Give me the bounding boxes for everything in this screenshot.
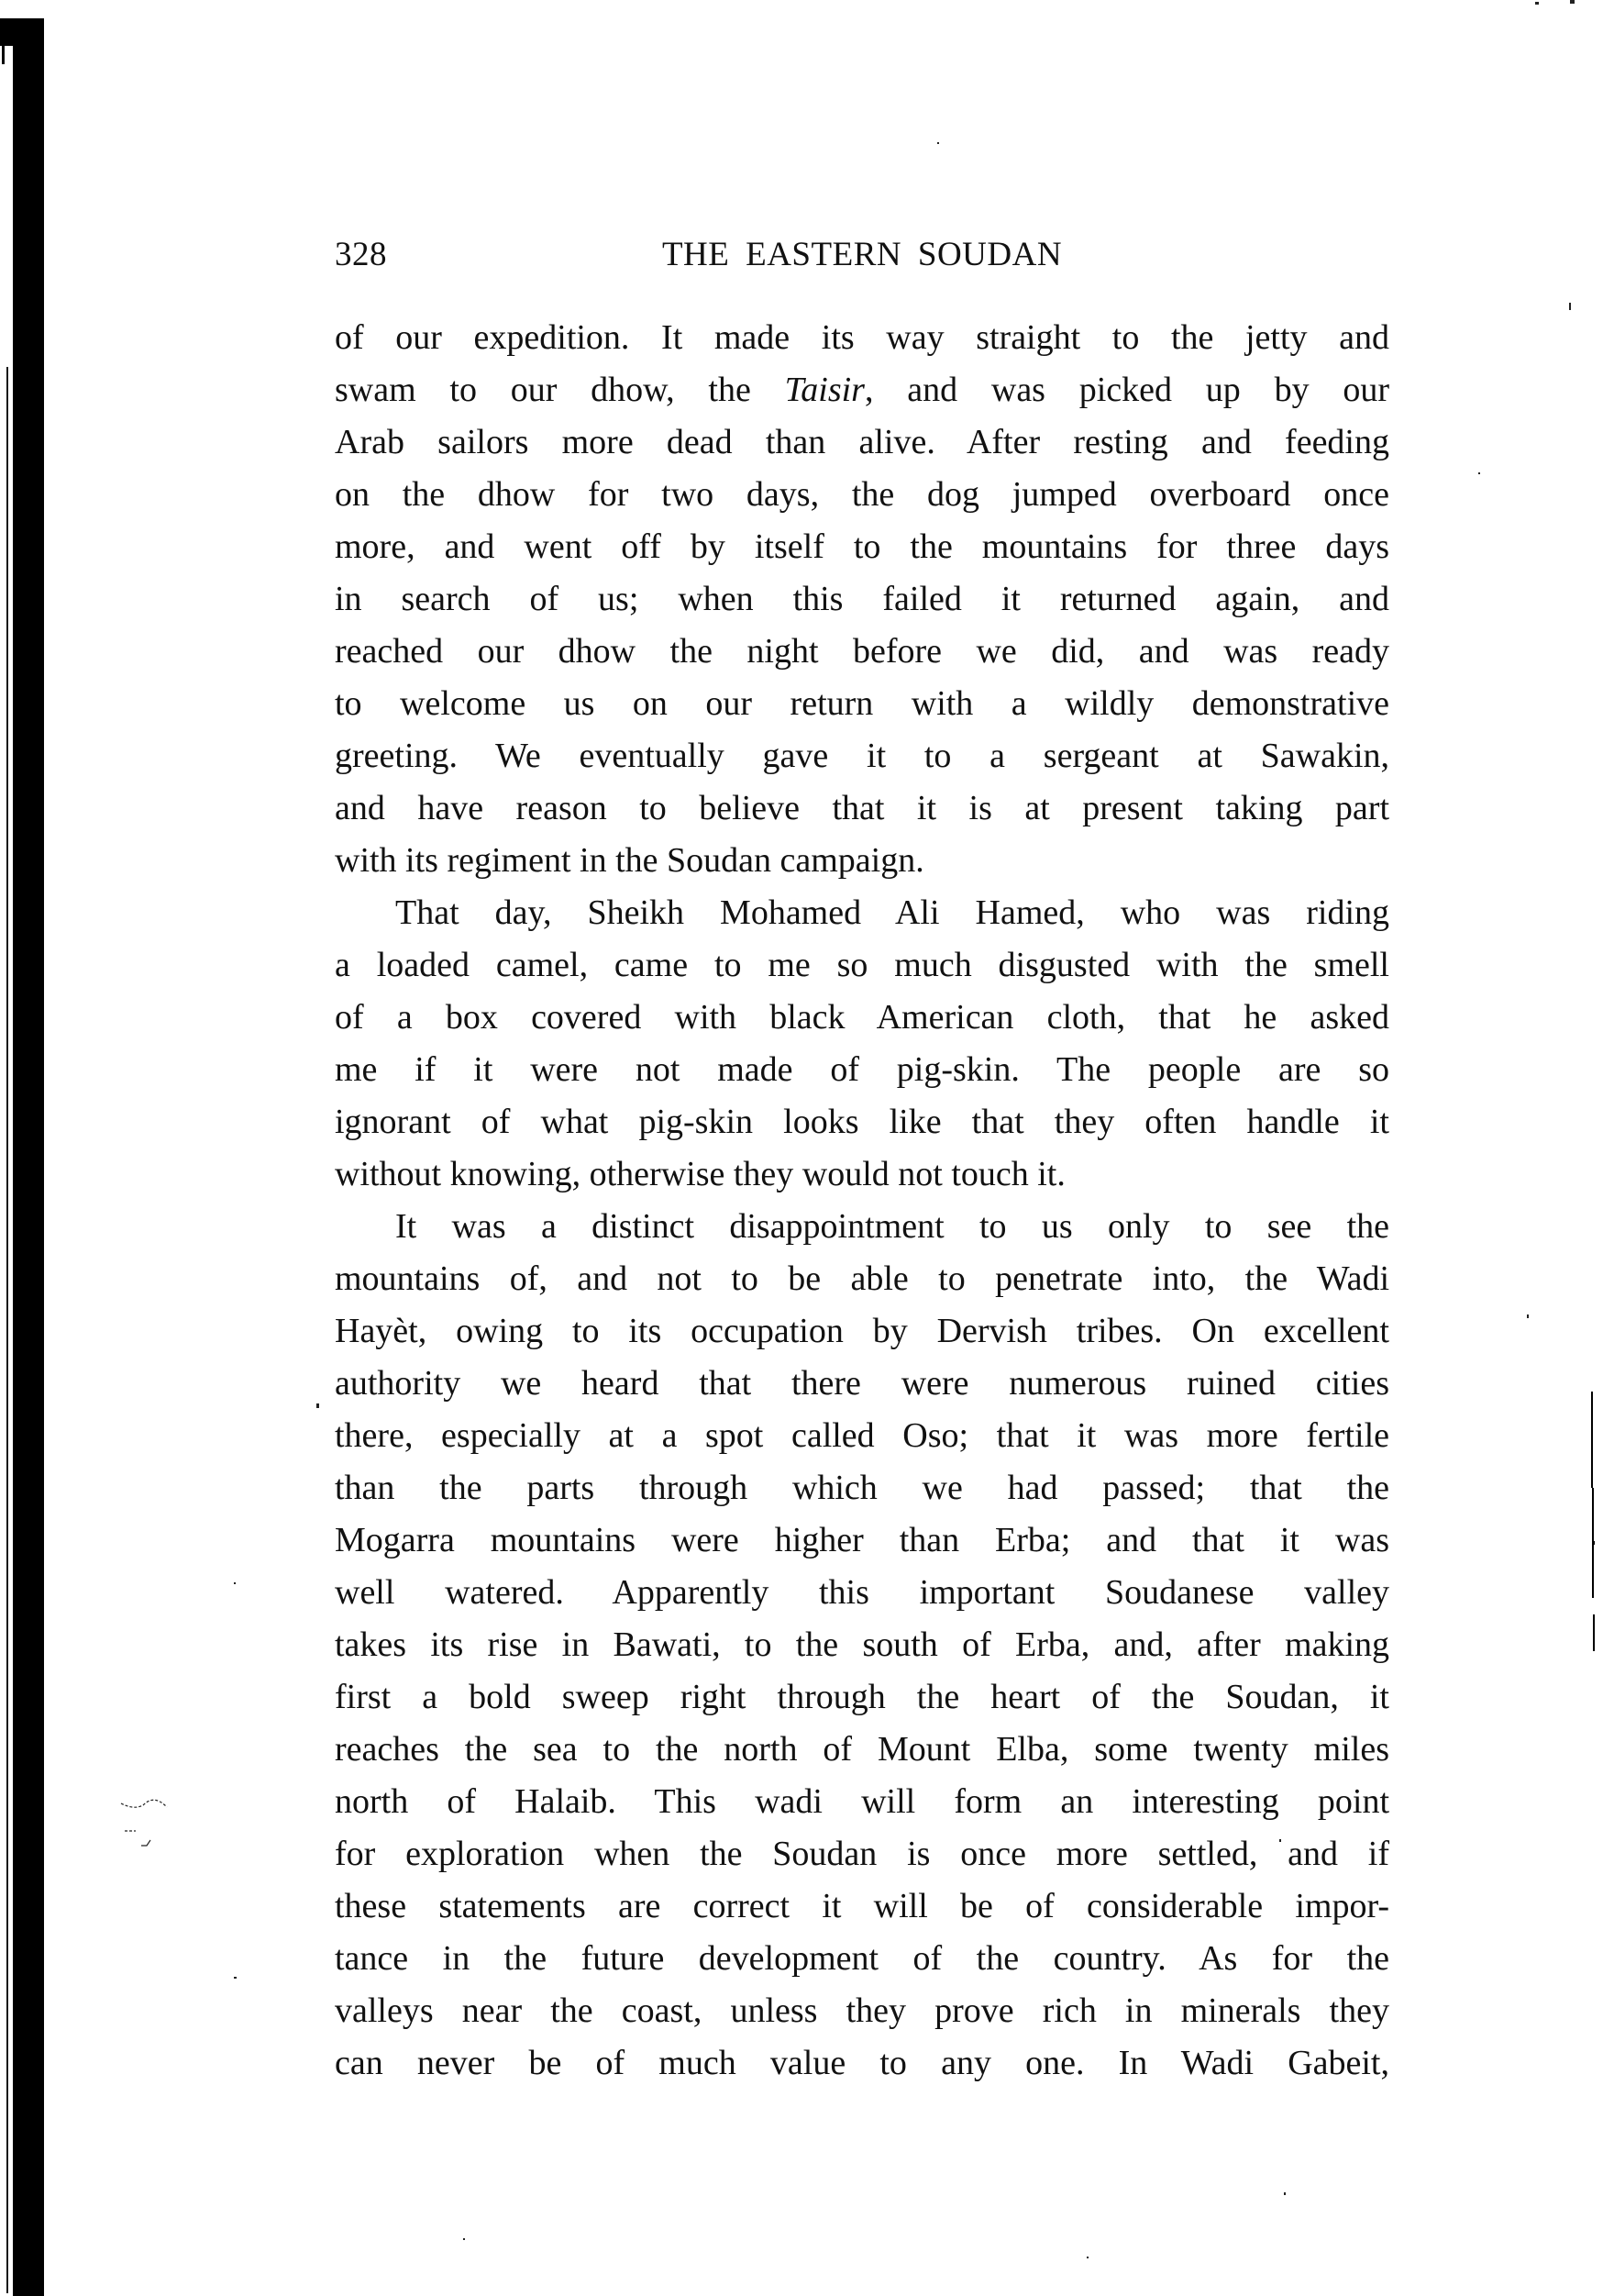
- page-number: 328: [335, 236, 387, 273]
- body-text: [335, 312, 1389, 2090]
- paragraph: [335, 312, 1389, 887]
- text-line: with its regiment in the Soudan campaign.: [335, 841, 924, 880]
- text-line: That day, Sheikh Mohamed Ali Hamed, who was riding: [395, 893, 1389, 932]
- running-title: THE EASTERN SOUDAN: [661, 236, 1063, 273]
- text-line: valleys near the coast, unless they prove rich in minerals they: [335, 1991, 1389, 2030]
- text-line: a loaded camel, came to me so much disgusted with the smell: [335, 946, 1389, 984]
- scan-speck: [1569, 303, 1571, 310]
- text-line: ignorant of what pig-skin looks like that they often handle it: [335, 1103, 1389, 1141]
- text-line: for exploration when the Soudan is once more settled, and if: [335, 1835, 1389, 1873]
- scan-pencil-mark: [119, 1798, 183, 1853]
- text-line: Arab sailors more dead than alive. After resting and feeding: [335, 423, 1389, 461]
- scan-margin-line: [1593, 1541, 1595, 1545]
- text-line: of a box covered with black American cloth, that he asked: [335, 998, 1389, 1037]
- scan-speck: [1284, 2192, 1286, 2195]
- text-line: these statements are correct it will be of considerable impor-: [335, 1887, 1389, 1925]
- text-line: takes its rise in Bawati, to the south of Erba, and, after making: [335, 1625, 1389, 1664]
- scan-speck: [937, 142, 939, 144]
- scan-speck: [1570, 0, 1575, 4]
- text-segment: , and was picked up by our: [864, 371, 1389, 409]
- text-line: north of Halaib. This wadi will form an interesting point: [335, 1782, 1389, 1821]
- page-header: [335, 235, 1389, 281]
- text-line: well watered. Apparently this important Soudanese valley: [335, 1573, 1389, 1612]
- paragraph: [335, 887, 1389, 1201]
- scan-speck: [1478, 472, 1480, 474]
- text-line: me if it were not made of pig-skin. The people are so: [335, 1050, 1389, 1089]
- paragraph: [335, 1201, 1389, 2090]
- text-line: greeting. We eventually gave it to a sergeant at Sawakin,: [335, 737, 1389, 775]
- scan-margin-line: [1593, 1614, 1595, 1651]
- text-line: in search of us; when this failed it returned again, and: [335, 580, 1389, 618]
- scanned-binding-line: [2, 46, 5, 64]
- scan-speck: [234, 1977, 237, 1979]
- scanned-binding-line: [6, 367, 8, 2293]
- text-line: to welcome us on our return with a wildly demonstrative: [335, 684, 1389, 723]
- scan-margin-line: [1591, 1392, 1593, 1488]
- text-line: tance in the future development of the country. As for the: [335, 1939, 1389, 1978]
- text-line: mountains of, and not to be able to penetrate into, the Wadi: [335, 1259, 1389, 1298]
- text-line: authority we heard that there were numerous ruined cities: [335, 1364, 1389, 1403]
- text-line: Hayèt, owing to its occupation by Dervish tribes. On excellent: [335, 1312, 1389, 1350]
- text-line: [335, 364, 1389, 416]
- text-line: of our expedition. It made its way straight to the jetty and: [335, 318, 1389, 357]
- scanned-binding-edge-top: [0, 18, 44, 46]
- scan-speck: [1527, 1314, 1529, 1318]
- scan-speck: [1535, 2, 1539, 5]
- scan-speck: [1087, 2257, 1089, 2258]
- text-line: and have reason to believe that it is at present taking part: [335, 789, 1389, 827]
- text-line: without knowing, otherwise they would not touch it.: [335, 1155, 1066, 1193]
- scan-speck: [463, 2238, 465, 2240]
- text-line: can never be of much value to any one. In Wadi Gabeit,: [335, 2044, 1389, 2082]
- text-line: on the dhow for two days, the dog jumped overboard once: [335, 475, 1389, 514]
- scan-speck: [316, 1403, 319, 1408]
- scan-speck: [234, 1582, 236, 1584]
- text-segment: swam to our dhow, the: [335, 371, 785, 409]
- text-line: first a bold sweep right through the heart of the Soudan, it: [335, 1678, 1389, 1716]
- text-line: Mogarra mountains were higher than Erba; and that it was: [335, 1521, 1389, 1559]
- text-line: reached our dhow the night before we did, and was ready: [335, 632, 1389, 671]
- text-line: more, and went off by itself to the mountains for three days: [335, 527, 1389, 566]
- ship-name: Taisir: [784, 371, 865, 409]
- text-line: reaches the sea to the north of Mount Elba, some twenty miles: [335, 1730, 1389, 1769]
- scanned-binding-edge: [13, 18, 44, 2296]
- text-line: than the parts through which we had passed; that the: [335, 1469, 1389, 1507]
- text-line: It was a distinct disappointment to us only to see the: [395, 1207, 1389, 1246]
- text-line: there, especially at a spot called Oso; that it was more fertile: [335, 1416, 1389, 1455]
